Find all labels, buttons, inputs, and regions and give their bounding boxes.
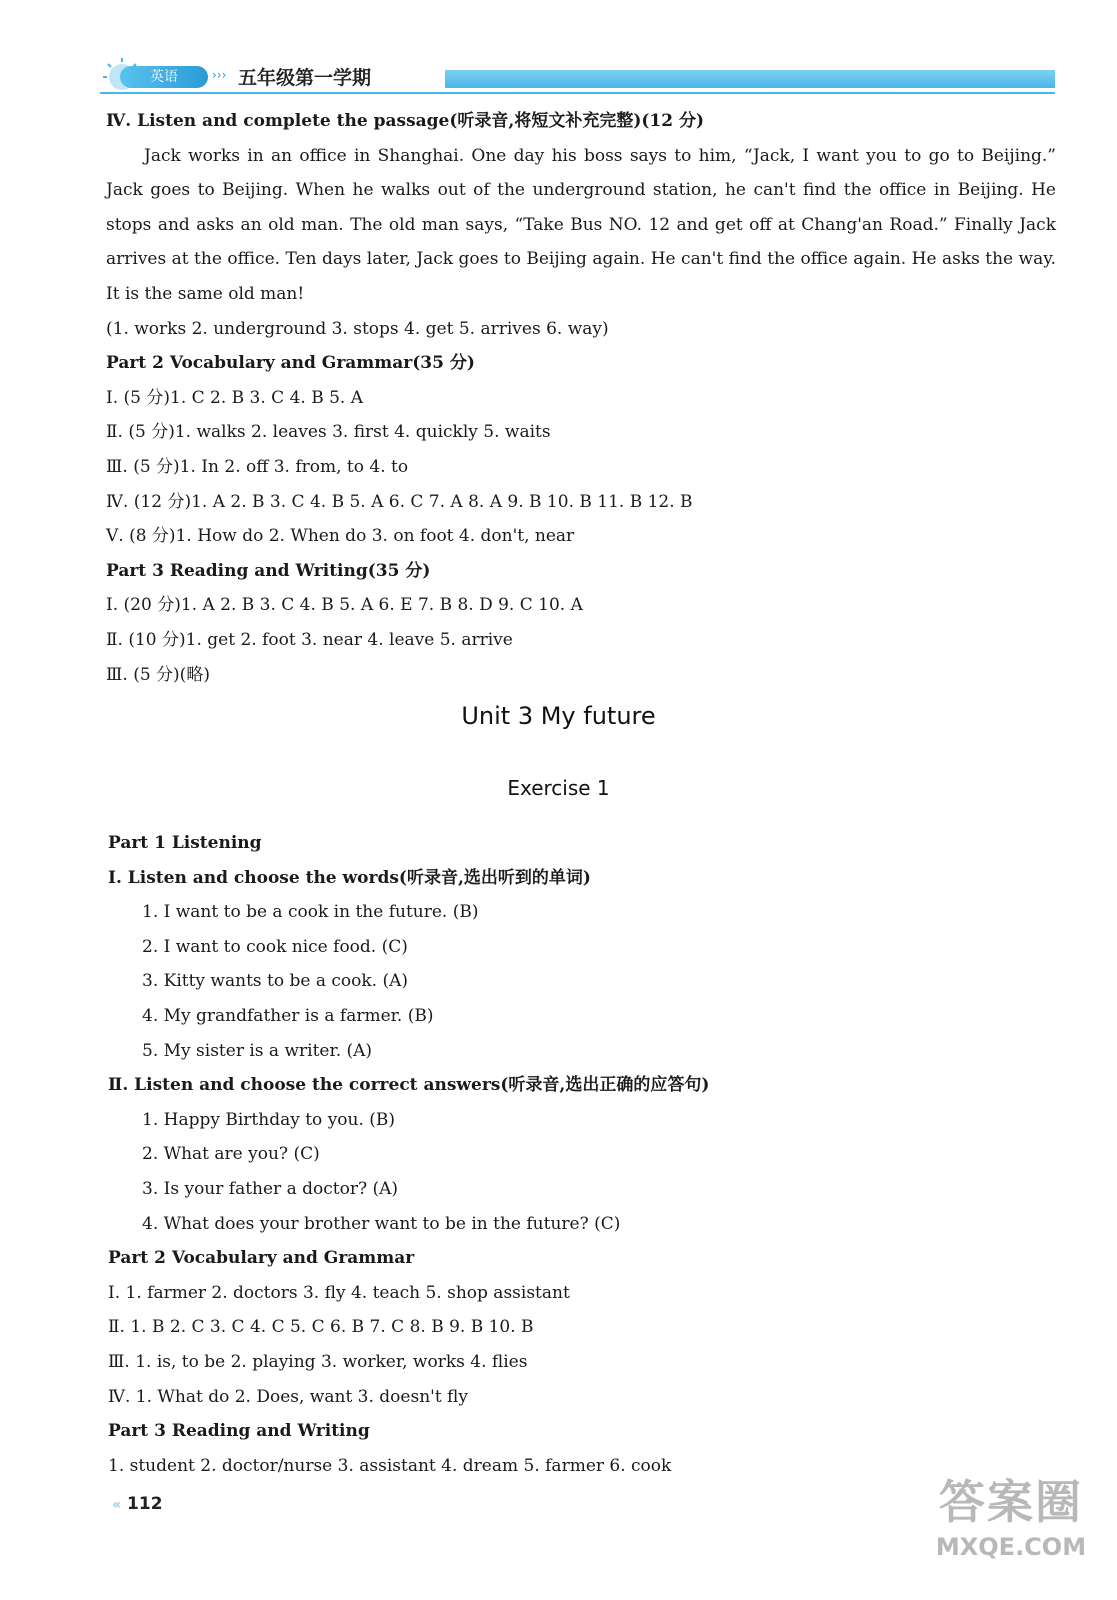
passage-answers: (1. works 2. underground 3. stops 4. get 5. arrives 6. way) — [106, 318, 609, 339]
list-item: 4. My grandfather is a farmer. (B) — [142, 1005, 434, 1026]
answer-line: Ⅰ. (20 分)1. A 2. B 3. C 4. B 5. A 6. E 7. B 8. D 9. C 10. A — [106, 595, 583, 616]
list-item: 1. Happy Birthday to you. (B) — [142, 1109, 396, 1130]
section-heading: Ⅱ. Listen and choose the correct answers(听录音,选出正确的应答句) — [108, 1075, 710, 1096]
answer-line: Ⅳ. (12 分)1. A 2. B 3. C 4. B 5. A 6. C 7. A 8. A 9. B 10. B 11. B 12. B — [106, 491, 693, 512]
list-item: 4. What does your brother want to be in the future? (C) — [142, 1213, 621, 1234]
header-divider — [100, 92, 1055, 94]
watermark-logo — [926, 1472, 1096, 1592]
part-heading: Part 3 Reading and Writing(35 分) — [106, 560, 431, 581]
double-chevron-icon: « — [112, 1497, 122, 1513]
exercise-section — [108, 826, 1058, 1483]
section-heading: Ⅰ. Listen and choose the words(听录音,选出听到的单词) — [108, 867, 591, 888]
passage-text: Jack works in an office in Shanghai. One day his boss says to him, “Jack, I want you to go to Beijing.” Jack goes to Beijing. When he walks out of the underground station, he can't find the office in Beijing. He stops and asks an old man. The old man says, “Take Bus NO. 12 and get off at Chang'an Road.” Finally Jack arrives at the office. Ten days later, Jack goes to Beijing again. He can't find the office again. He asks the way. It is the same old man! — [106, 145, 1056, 304]
top-answers-section — [106, 104, 1056, 692]
watermark-top: 答案圈 — [939, 1475, 1083, 1529]
answer-line: Ⅳ. 1. What do 2. Does, want 3. doesn't fly — [108, 1386, 469, 1407]
exercise-title: Exercise 1 — [507, 776, 610, 800]
answer-line: Ⅲ. (5 分)1. In 2. off 3. from, to 4. to — [106, 456, 409, 477]
list-item: 5. My sister is a writer. (A) — [142, 1040, 373, 1061]
list-item: 2. What are you? (C) — [142, 1144, 320, 1165]
subject-badge: 英语 — [120, 66, 208, 88]
section-heading: Ⅳ. Listen and complete the passage(听录音,将短文补充完整)(12 分) — [106, 111, 705, 131]
part-heading: Part 3 Reading and Writing — [108, 1421, 370, 1442]
answer-line: Ⅱ. (5 分)1. walks 2. leaves 3. first 4. quickly 5. waits — [106, 422, 551, 443]
answer-line: Ⅱ. (10 分)1. get 2. foot 3. near 4. leave 5. arrive — [106, 629, 513, 650]
unit-title: Unit 3 My future — [461, 702, 656, 730]
list-item: 2. I want to cook nice food. (C) — [142, 936, 408, 957]
page-title: 五年级第一学期 — [238, 67, 372, 89]
answer-line: Ⅰ. (5 分)1. C 2. B 3. C 4. B 5. A — [106, 387, 364, 408]
watermark-bottom: MXQE.COM — [935, 1533, 1087, 1561]
page-number-value: 112 — [127, 1494, 163, 1514]
answer-line: Ⅱ. 1. B 2. C 3. C 4. C 5. C 6. B 7. C 8. B 9. B 10. B — [108, 1317, 534, 1338]
answer-line: Ⅰ. 1. farmer 2. doctors 3. fly 4. teach 5. shop assistant — [108, 1282, 570, 1303]
list-item: 1. I want to be a cook in the future. (B) — [142, 902, 479, 923]
header-bar — [445, 70, 1055, 88]
page-number — [112, 1494, 163, 1514]
part-heading: Part 2 Vocabulary and Grammar(35 分) — [106, 353, 475, 374]
part-heading: Part 1 Listening — [108, 833, 262, 853]
answer-line: Ⅲ. (5 分)(略) — [106, 664, 210, 685]
part-heading: Part 2 Vocabulary and Grammar — [108, 1248, 415, 1269]
page-header — [100, 56, 1060, 96]
answer-line: 1. student 2. doctor/nurse 3. assistant 4. dream 5. farmer 6. cook — [108, 1455, 672, 1476]
answer-line: Ⅴ. (8 分)1. How do 2. When do 3. on foot 4. don't, near — [106, 526, 575, 547]
list-item: 3. Kitty wants to be a cook. (A) — [142, 971, 409, 992]
list-item: 3. Is your father a doctor? (A) — [142, 1178, 399, 1199]
answer-line: Ⅲ. 1. is, to be 2. playing 3. worker, works 4. flies — [108, 1351, 528, 1372]
chevrons-icon: ››› — [212, 68, 227, 82]
